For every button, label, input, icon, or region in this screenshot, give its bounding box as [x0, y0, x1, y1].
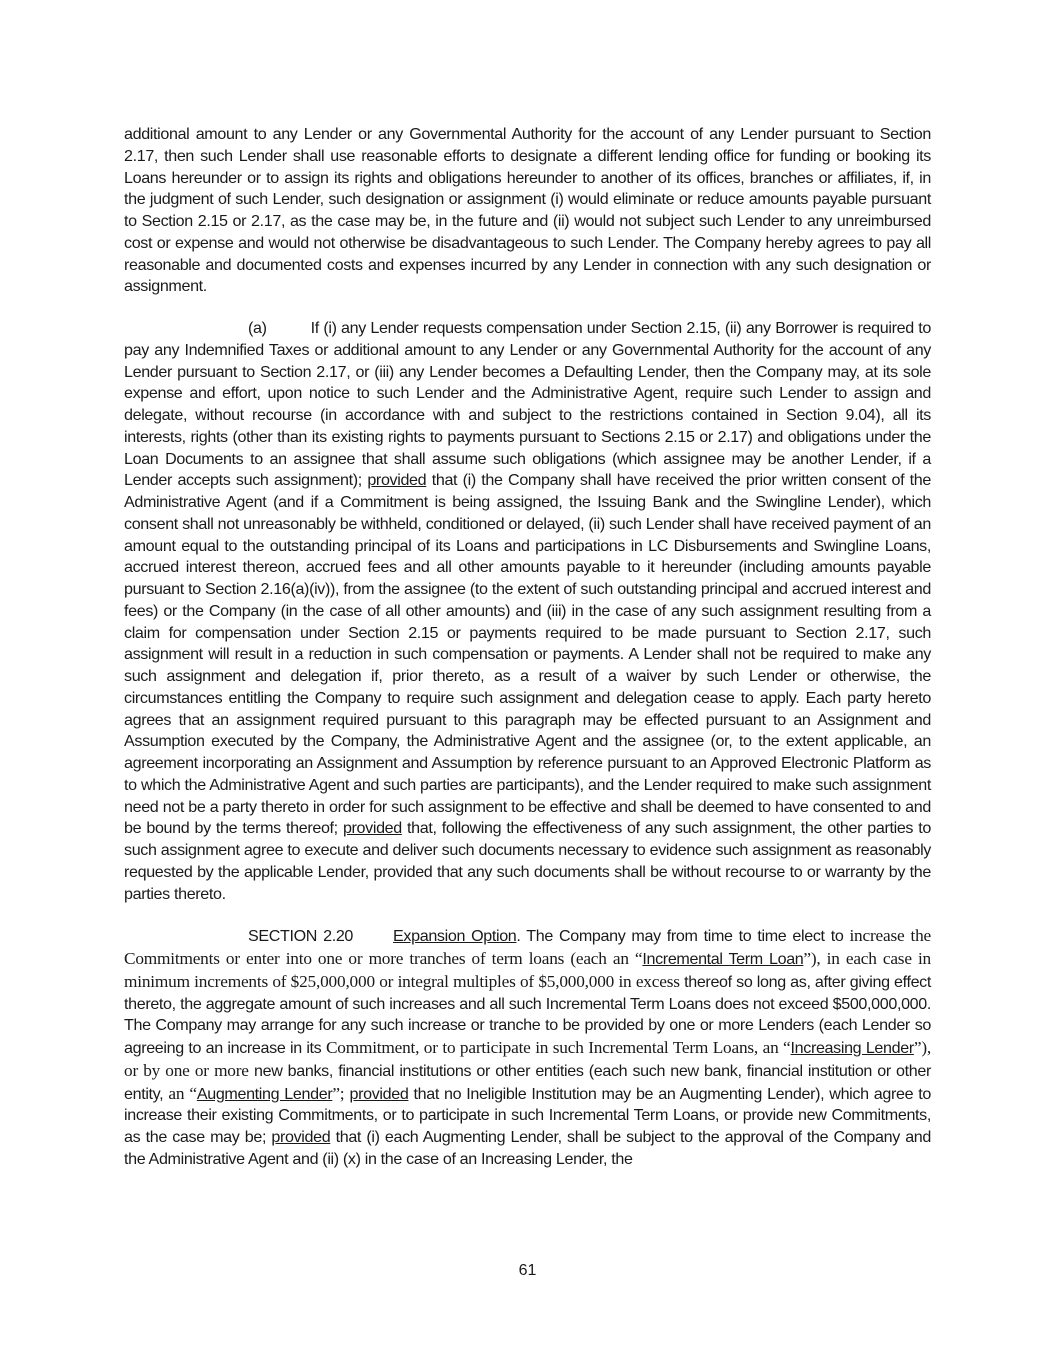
paragraph-text: If (i) any Lender requests compensation under Section 2.15, (ii) any Borrower is required to pay any Indemnified Taxes or additional amount to any Lender or any Governmental Authority for the account of any Lender pursuant to Section 2.17, or (iii) any Lender becomes a Defaulting Lender, then the Company may, at its sole expense and effort, upon notice to such Lender and the Administrative Agent, require such Lender to assign and delegate, without recourse (in accordance with and subject to the restrictions contained in Section 9.04), all its interests, rights (other than its existing rights to payments pursuant to Sections 2.15 or 2.17) and obligations under the Loan Documents to an assignee that shall assume such obligations (which assignee may be another Lender, if a Lender accepts such assignment); [124, 319, 931, 490]
section-heading: Expansion Option [393, 927, 517, 946]
section-text: . The Company may from time to time elect to [516, 927, 844, 946]
defined-term: Increasing Lender [790, 1039, 914, 1057]
section-text: that (i) each Augmenting Lender, shall be subject to the approval of the Company and the Administrative Agent and (ii) (x) in the case of an Increasing Lender, the [124, 1128, 931, 1168]
section-2-20 [124, 925, 931, 1170]
section-text: thereof so long as, after giving effect thereto, the aggregate amount of such increases and all such Incremental Term Loans does not exceed $500,000,000. The Company may arrange for any such increase or tranche to be provided by one or more Lenders (each Lender so agreeing to an increase in its [124, 972, 931, 1057]
section-text: that no Ineligible Institution may be an Augmenting Lender), which agree to increase their existing Commitments, or to participate in such Incremental Term Loans, or provide new Commitments, as the case may be; [124, 1084, 931, 1146]
paragraph-text: that (i) the Company shall have received the prior written consent of the Administrative Agent (and if a Commitment is being assigned, the Issuing Bank and the Swingline Lender), which consent shall not unreasonably be withheld, conditioned or delayed, (ii) such Lender shall have received payment of an amount equal to the outstanding principal of its Loans and participations in LC Disbursements and Swingline Loans, accrued interest thereon, accrued fees and all other amounts payable to it hereunder (including amounts payable pursuant to Section 2.16(a)(iv)), from the assignee (to the extent of such outstanding principal and accrued interest and fees) or the Company (in the case of all other amounts) and (iii) in the case of any such assignment resulting from a claim for compensation under Section 2.15 or payments required to be made pursuant to Section 2.17, such assignment will result in a reduction in such compensation or payments. A Lender shall not be required to make any such assignment and delegation if, prior thereto, as a result of a waiver by such Lender or otherwise, the circumstances entitling the Company to require such assignment and delegation cease to apply. Each party hereto agrees that an assignment required pursuant to this paragraph may be effected pursuant to an Assignment and Assumption executed by the Company, the Administrative Agent and the assignee (or, to the extent applicable, an agreement incorporating an Assignment and Assumption by reference pursuant to an Approved Electronic Platform as to which the Administrative Agent and such parties are participants), and the Lender required to make such assignment need not be a party thereto in order for such assignment to be effective and shall be deemed to have consented to and be bound by the terms thereof; [124, 471, 932, 838]
paragraph-continuation [124, 124, 931, 298]
section-text: ”), or by one or more [124, 1038, 931, 1080]
section-text: an “ [168, 1083, 197, 1103]
section-text: ”; [332, 1083, 345, 1103]
provided-term: provided [367, 471, 427, 490]
section-text: increase the Commitments or enter into one or more tranches of term loans (each an “ [124, 926, 931, 968]
defined-term: Incremental Term Loan [642, 950, 804, 968]
provided-term: provided [349, 1084, 409, 1103]
section-number: SECTION 2.20 [248, 927, 354, 946]
page-number: 61 [518, 1262, 537, 1279]
section-text: ”), in each case in minimum increments of $25,000,000 or integral multiples of $5,000,000 in excess [124, 949, 931, 991]
paragraph-a [124, 318, 931, 905]
defined-term: Augmenting Lender [196, 1084, 333, 1103]
paragraph-text: that, following the effectiveness of any such assignment, the other parties to such assignment agree to execute and deliver such documents necessary to evidence such assignment as reasonably requested by the applicable Lender, provided that any such documents shall be without recourse to or warranty by the parties thereto. [124, 819, 931, 903]
paragraph-label: (a) [248, 319, 267, 337]
paragraph-text: additional amount to any Lender or any Governmental Authority for the account of any Lender pursuant to Section 2.17, then such Lender shall use reasonable efforts to designate a different lending office for funding or booking its Loans hereunder or to assign its rights and obligations hereunder to another of its offices, branches or affiliates, if, in the judgment of such Lender, such designation or assignment (i) would eliminate or reduce amounts payable pursuant to Section 2.15 or 2.17, as the case may be, in the future and (ii) would not subject such Lender to any unreimbursed cost or expense and would not otherwise be disadvantageous to such Lender. The Company hereby agrees to pay all reasonable and documented costs and expenses incurred by any Lender in connection with any such designation or assignment. [124, 125, 931, 296]
section-text: new banks, financial institutions or other entities (each such new bank, financial institution or other entity, [124, 1061, 931, 1103]
provided-term: provided [271, 1128, 331, 1146]
section-text: Commitment, or to participate in such Incremental Term Loans, an “ [325, 1038, 791, 1057]
document-body [124, 124, 931, 1191]
provided-term: provided [342, 819, 402, 838]
